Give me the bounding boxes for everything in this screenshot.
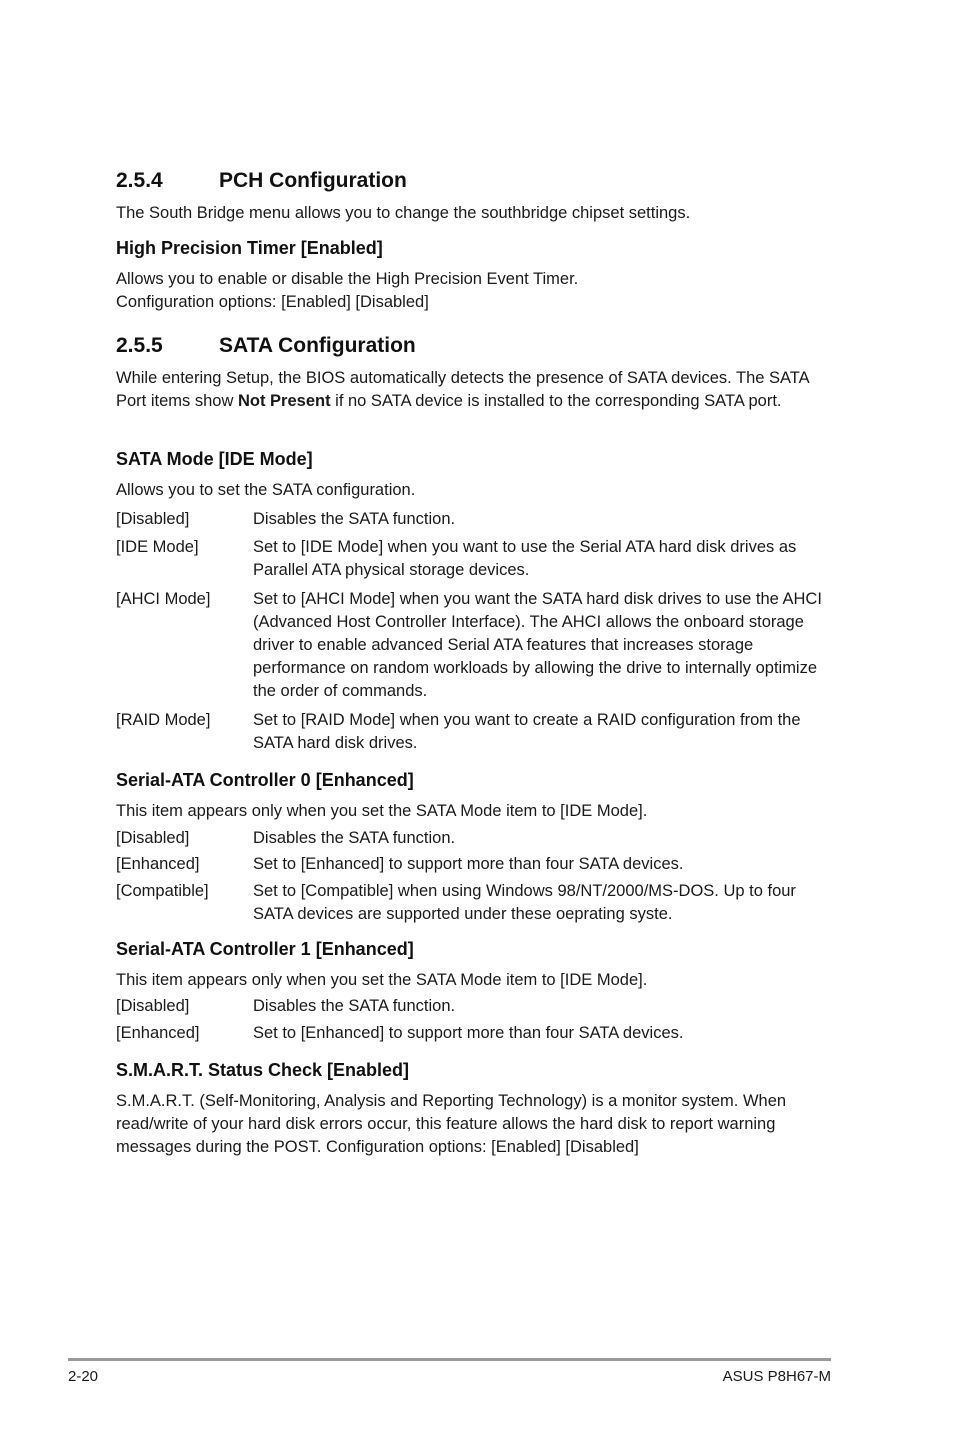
- option-key: [Disabled]: [116, 510, 190, 528]
- option-description: Set to [Enhanced] to support more than four SATA devices.: [253, 1024, 684, 1042]
- option-description: Set to [IDE Mode] when you want to use the Serial ATA hard disk drives as Parallel ATA physical storage devices.: [253, 538, 797, 579]
- hpet-options: Configuration options: [Enabled] [Disabled]: [116, 293, 429, 311]
- option-key: [Disabled]: [116, 997, 190, 1015]
- section-number: 2.5.5: [116, 334, 163, 357]
- option-description: Set to [AHCI Mode] when you want the SATA hard disk drives to use the AHCI (Advanced Host Controller Interface). The AHCI allows the onboard storage driver to enable advanced Serial ATA features that increases storage performance on random workloads by allowing the drive to internally optimize the order of commands.: [253, 590, 822, 700]
- pch-intro: The South Bridge menu allows you to change the southbridge chipset settings.: [116, 204, 691, 222]
- option-key: [RAID Mode]: [116, 711, 211, 729]
- option-key: [AHCI Mode]: [116, 590, 211, 608]
- option-row: [116, 709, 832, 755]
- controller1-desc: This item appears only when you set the SATA Mode item to [IDE Mode].: [116, 971, 648, 989]
- page-number: 2-20: [68, 1368, 99, 1385]
- sata-intro-end: if no SATA device is installed to the corresponding SATA port.: [330, 392, 782, 410]
- section-title-text: SATA Configuration: [219, 334, 416, 357]
- option-row: [116, 853, 832, 876]
- controller1-heading: Serial-ATA Controller 1 [Enhanced]: [116, 939, 414, 959]
- option-key: [Disabled]: [116, 829, 190, 847]
- product-name: ASUS P8H67-M: [722, 1368, 831, 1385]
- option-row: [116, 995, 832, 1018]
- option-row: [116, 536, 832, 582]
- option-key: [IDE Mode]: [116, 538, 199, 556]
- footer-divider: [68, 1358, 831, 1361]
- controller0-desc: This item appears only when you set the SATA Mode item to [IDE Mode].: [116, 802, 648, 820]
- option-key: [Compatible]: [116, 882, 209, 900]
- option-row: [116, 827, 832, 850]
- sata-intro-start: While entering Setup, the BIOS automatically detects the presence of SATA devices. The SATA Port items show: [116, 369, 809, 410]
- option-description: Disables the SATA function.: [253, 997, 456, 1015]
- option-row: [116, 508, 832, 531]
- option-row: [116, 588, 832, 703]
- smart-desc: S.M.A.R.T. (Self-Monitoring, Analysis and Reporting Technology) is a monitor system. When read/write of your hard disk errors occur, this feature allows the hard disk to report warning messages during the POST. Configuration options: [Enabled] [Disabled]: [116, 1092, 787, 1156]
- option-row: [116, 1022, 832, 1045]
- not-present-term: Not Present: [237, 392, 331, 410]
- section-title-text: PCH Configuration: [219, 169, 407, 192]
- section-title-pch: [116, 169, 407, 193]
- sata-intro: [116, 367, 832, 413]
- section-title-sata: [116, 334, 416, 358]
- option-description: Set to [RAID Mode] when you want to create a RAID configuration from the SATA hard disk drives.: [253, 711, 801, 752]
- option-description: Set to [Enhanced] to support more than four SATA devices.: [253, 855, 684, 873]
- hpet-heading: High Precision Timer [Enabled]: [116, 238, 383, 258]
- hpet-desc: Allows you to enable or disable the High Precision Event Timer.: [116, 270, 579, 288]
- section-number: 2.5.4: [116, 169, 163, 192]
- option-description: Set to [Compatible] when using Windows 98/NT/2000/MS-DOS. Up to four SATA devices are supported under these oeprating syste.: [253, 882, 796, 923]
- option-key: [Enhanced]: [116, 1024, 200, 1042]
- option-description: Disables the SATA function.: [253, 510, 456, 528]
- option-key: [Enhanced]: [116, 855, 200, 873]
- option-description: Disables the SATA function.: [253, 829, 456, 847]
- sata-mode-desc: Allows you to set the SATA configuration.: [116, 481, 416, 499]
- controller0-heading: Serial-ATA Controller 0 [Enhanced]: [116, 770, 414, 790]
- sata-mode-heading: SATA Mode [IDE Mode]: [116, 449, 313, 469]
- option-row: [116, 880, 832, 926]
- smart-heading: S.M.A.R.T. Status Check [Enabled]: [116, 1060, 410, 1080]
